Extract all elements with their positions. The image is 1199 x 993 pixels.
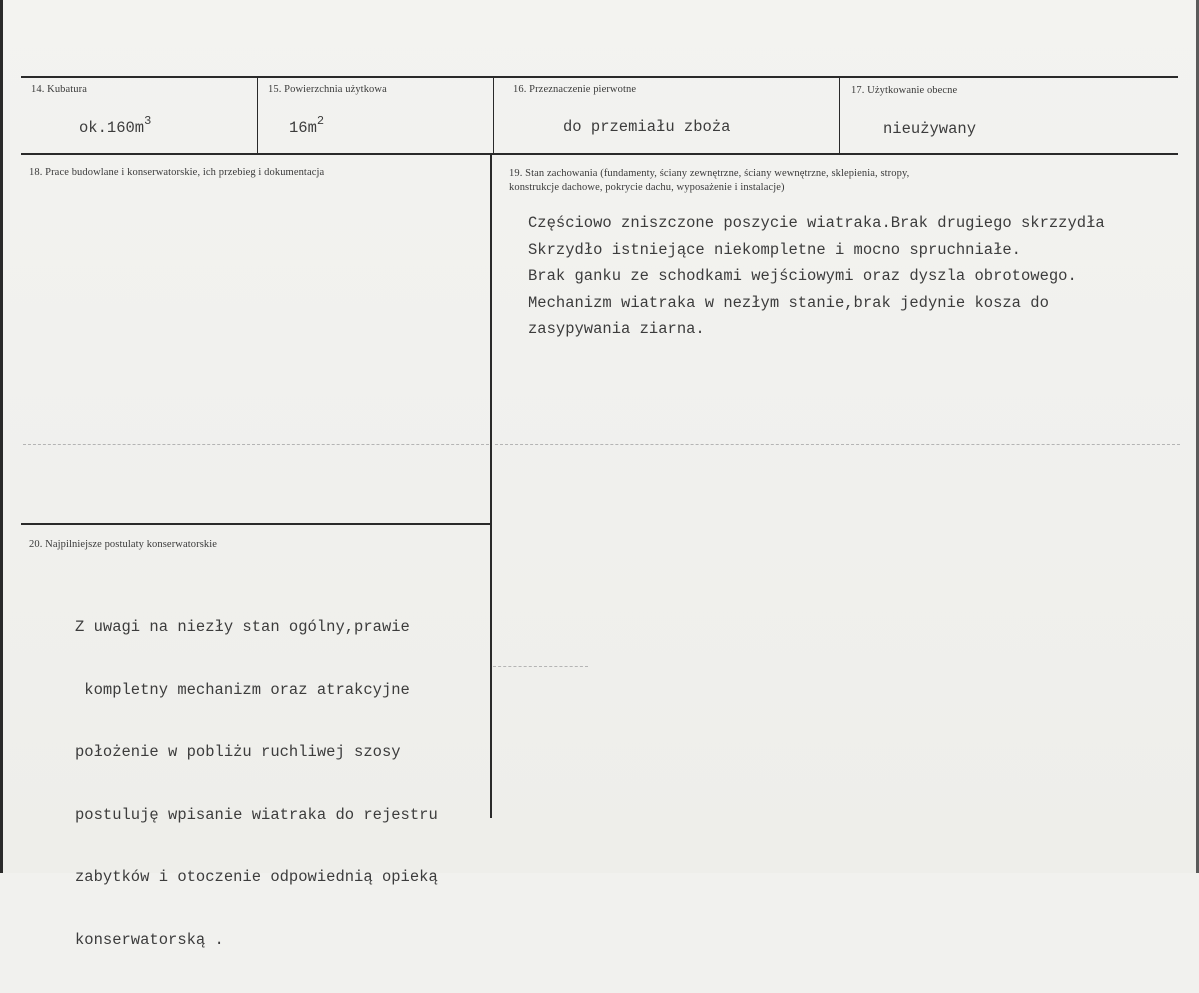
field-20-line: kompletny mechanizm oraz atrakcyjne — [75, 680, 410, 699]
field-19-line: Skrzydło istniejące niekompletne i mocno spruchniałe. — [528, 240, 1021, 259]
top-row-upper-rule — [21, 76, 1178, 78]
field-20-label: 20. Najpilniejsze postulaty konserwatorskie — [29, 539, 218, 550]
field-16-label: 16. Przeznaczenie pierwotne — [513, 84, 637, 95]
field-19-line: Mechanizm wiatraka w nezłym stanie,brak jedynie kosza do — [528, 293, 1049, 312]
field-20-line: Z uwagi na niezły stan ogólny,prawie — [75, 618, 410, 636]
field-20-line: postuluję wpisanie wiatraka do rejestru — [75, 805, 438, 824]
field-20-line: zabytków i otoczenie odpowiednią opieką — [75, 868, 438, 886]
field-16-value: do przemiału zboża — [563, 118, 731, 136]
divider-14-15 — [257, 77, 258, 154]
main-column-divider — [490, 154, 492, 818]
field-19-label-line2: konstrukcje dachowe, pokrycie dachu, wyposażenie i instalacje) — [509, 182, 785, 193]
field-20-line: położenie w pobliżu ruchliwej szosy — [75, 743, 401, 761]
faint-rule-left — [23, 444, 489, 445]
field-15-label: 15. Powierzchnia użytkowa — [268, 84, 387, 95]
field-17-label: 17. Użytkowanie obecne — [851, 85, 958, 96]
top-row-lower-rule — [21, 153, 1178, 155]
field-19-line: zasypywania ziarna. — [528, 320, 705, 338]
section-20-top-rule — [21, 523, 491, 525]
faint-rule-mid — [493, 666, 588, 667]
field-15-value: $16m^2$ — [289, 114, 325, 137]
field-19-line: Brak ganku ze schodkami wejściowymi oraz dyszla obrotowego. — [528, 267, 1077, 285]
divider-16-17 — [839, 77, 840, 154]
faint-rule-right — [495, 444, 1180, 445]
field-14-value: $ok.160m^3$ — [79, 114, 152, 137]
field-14-label: 14. Kubatura — [31, 84, 88, 95]
field-19-label-line1: 19. Stan zachowania (fundamenty, ściany zewnętrzne, ściany wewnętrzne, sklepienia, stropy, — [509, 168, 910, 179]
field-19-line: Częściowo zniszczone poszycie wiatraka.Brak drugiego skrzzydła — [528, 214, 1105, 232]
field-17-value: nieużywany — [883, 120, 977, 138]
field-19-text — [528, 214, 1105, 347]
field-20-line: konserwatorską . — [75, 930, 224, 949]
field-18-label: 18. Prace budowlane i konserwatorskie, ich przebieg i dokumentacja — [29, 167, 325, 178]
divider-15-16 — [493, 77, 494, 154]
field-20-text — [75, 582, 438, 993]
